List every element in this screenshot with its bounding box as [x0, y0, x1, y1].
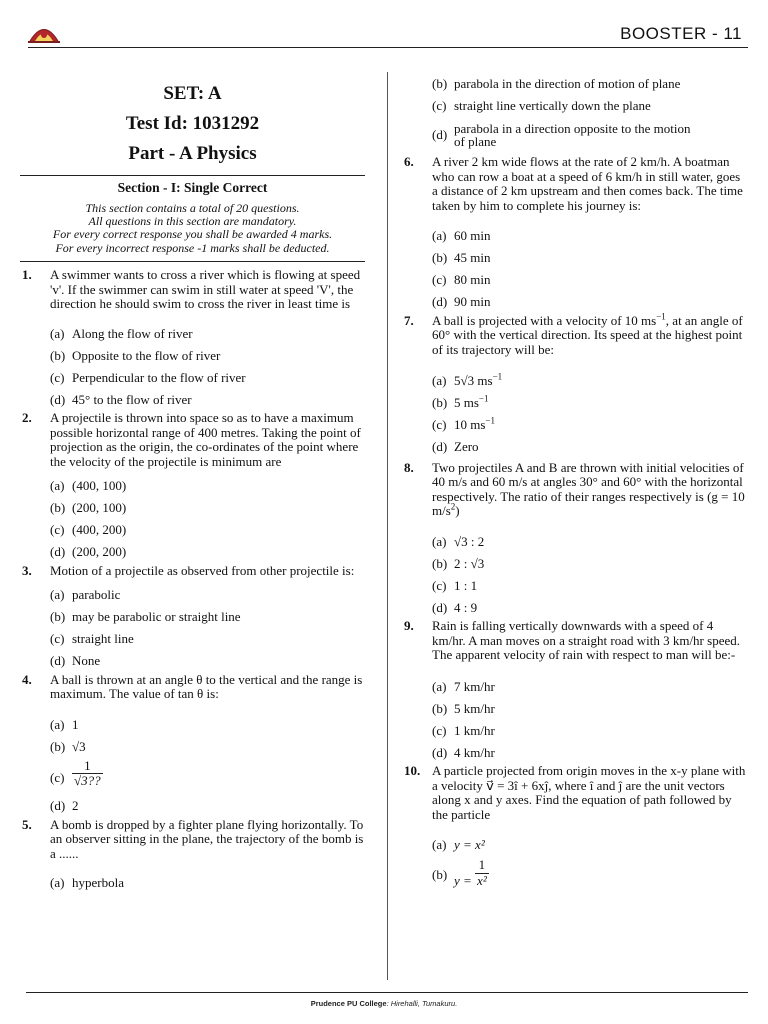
fraction: $\frac{1}{\text{x²}}$	[477, 857, 487, 888]
question-number: 3.	[22, 562, 32, 578]
option-c[interactable]: (c) 10 $ms^{-1}$	[432, 415, 495, 432]
option-b[interactable]: (b) parabola in the direction of motion of plane	[432, 76, 681, 91]
set-title: SET: A	[163, 83, 222, 104]
question-text: A projectile is thrown into space so as to have a maximum possible horizontal range of 400 metres. Taking the point of projection as the origin, the co-ordinates of the point where the velocity of the projectile is minimum are	[50, 410, 361, 469]
option-a[interactable]: (a) (400, 100)	[50, 478, 127, 494]
question-2	[20, 411, 365, 560]
header-divider	[28, 47, 748, 48]
question-number: 8.	[404, 459, 414, 475]
option-c[interactable]: (c) 1 : 1	[432, 577, 478, 593]
option-b[interactable]: (b) Opposite to the flow of river	[50, 347, 221, 363]
question-6	[402, 155, 748, 310]
option-b[interactable]: (b) 5 $ms^{-1}$	[432, 393, 489, 410]
option-d[interactable]: (d) 45° to the flow of river	[50, 391, 192, 407]
option-b[interactable]: (b) 2 : √3	[432, 555, 485, 571]
question-number: 2.	[22, 410, 32, 426]
option-a[interactable]: (a) hyperbola	[50, 875, 124, 891]
option-d[interactable]: (d) 90 min	[432, 294, 491, 309]
option-b[interactable]: (b) y = $\frac{1}{\text{x²}}$	[432, 857, 487, 888]
question-text: Two projectiles A and B are thrown with initial velocities of 40 m/s and 60 m/s at angles 30° and 60° with the horizontal respectively. The ratio of their ranges respectively is (g = 10 $m/s^2$)	[432, 459, 745, 518]
section-title: Section - I: Single Correct	[117, 180, 268, 195]
question-5-continued	[402, 77, 748, 149]
option-a[interactable]: (a) y = x²	[432, 837, 485, 852]
option-a[interactable]: (a) Along the flow of river	[50, 325, 193, 341]
question-text: A particle projected from origin moves in the x-y plane with a velocity v⃗ = 3î + 6xĵ, where î and ĵ are the unit vectors along x and y axes. Find the equation of path followed by the particle	[432, 763, 746, 822]
test-id: Test Id: 1031292	[125, 113, 260, 134]
question-number: 5.	[22, 816, 32, 832]
option-a[interactable]: (a) 5√3 $ms^{-1}$	[432, 371, 503, 388]
option-c[interactable]: (c) straight line vertically down the plane	[432, 98, 651, 113]
option-b[interactable]: (b) √3	[50, 738, 86, 754]
option-d[interactable]: (d) 2	[50, 798, 79, 814]
option-a[interactable]: (a) 60 min	[432, 228, 491, 243]
option-a[interactable]: (a) 7 km/hr	[432, 678, 495, 694]
question-text: Rain is falling vertically downwards with a speed of 4 km/hr. A man moves on a straight road with 3 km/hr speed. The apparent velocity of rain with respect to man will be:-	[432, 618, 740, 662]
question-1	[20, 268, 365, 407]
footer-divider	[26, 992, 748, 993]
option-d[interactable]: (d) Zero	[432, 439, 479, 454]
question-3	[20, 564, 365, 669]
question-number: 10.	[404, 763, 421, 778]
option-a[interactable]: (a) 1	[50, 716, 79, 732]
option-c[interactable]: (c) 80 min	[432, 272, 491, 287]
option-c[interactable]: (c) Perpendicular to the flow of river	[50, 369, 246, 385]
question-text: A bomb is dropped by a fighter plane flying horizontally. To an observer sitting in the plane, the trajectory of the bomb is a ......	[50, 816, 364, 861]
college-crest-logo	[26, 22, 62, 44]
option-b[interactable]: (b) (200, 100)	[50, 500, 127, 516]
question-10	[402, 764, 748, 888]
question-number: 9.	[404, 618, 414, 633]
question-8	[402, 461, 748, 616]
option-a[interactable]: (a) parabolic	[50, 587, 121, 603]
question-9	[402, 619, 748, 760]
left-column	[20, 78, 365, 898]
right-column	[402, 74, 748, 896]
option-d[interactable]: (d) None	[50, 653, 101, 669]
option-d[interactable]: (d) 4 km/hr	[432, 744, 495, 760]
option-b[interactable]: (b) may be parabolic or straight line	[50, 609, 241, 625]
page-footer: Prudence PU College: Hirehalli, Tumakuru.	[310, 999, 458, 1008]
question-number: 4.	[22, 671, 32, 687]
question-number: 7.	[404, 312, 414, 328]
option-d[interactable]: (d) 4 : 9	[432, 599, 478, 615]
option-c[interactable]: (c) straight line	[50, 631, 134, 647]
fraction: $\frac{1}{√3??}$	[74, 757, 101, 789]
question-5	[20, 818, 365, 891]
option-c[interactable]: (c) (400, 200)	[50, 522, 127, 538]
option-d[interactable]: (d) parabola in a direction opposite to the motion of plane	[432, 121, 691, 149]
part-title: Part - A Physics	[128, 143, 257, 164]
option-b[interactable]: (b) 5 km/hr	[432, 700, 495, 716]
question-text: A ball is projected with a velocity of 10 $ms^{-1}$, at an angle of 60° with the vertical direction. Its speed at the highest point of its trajectory will be:	[432, 311, 743, 357]
question-number: 6.	[404, 154, 414, 169]
option-c[interactable]: (c) 1 km/hr	[432, 722, 495, 738]
question-text: Motion of a projectile as observed from other projectile is:	[50, 562, 355, 578]
question-number: 1.	[22, 267, 32, 283]
question-text: A ball is thrown at an angle θ to the vertical and the range is maximum. The value of tan θ is:	[50, 671, 363, 702]
question-text: A river 2 km wide flows at the rate of 2 km/h. A boatman who can row a boat at a speed of 6 km/h in still water, goes a distance of 2 km upstream and then comes back. The time taken by him to complete his journey is:	[432, 154, 743, 213]
section-instructions: This section contains a total of 20 questions. All questions in this section are mandatory. For every correct response you shall be awarded 4 marks. For every incorrect response -1 marks shall be deducted.	[52, 200, 333, 255]
column-divider	[387, 72, 388, 980]
question-text: A swimmer wants to cross a river which is flowing at speed 'v'. If the swimmer can swim in still water at speed 'V', the direction he should swim to cross the river in least time is	[50, 267, 361, 312]
title-rule	[20, 175, 365, 176]
section-rule	[20, 261, 365, 262]
option-a[interactable]: (a) √3 : 2	[432, 533, 485, 549]
option-b[interactable]: (b) 45 min	[432, 250, 491, 265]
question-7	[402, 311, 748, 455]
option-d[interactable]: (d) (200, 200)	[50, 544, 127, 560]
booster-title: BOOSTER - 11	[620, 24, 742, 43]
option-c[interactable]: (c) $\frac{1}{√3??}$	[50, 757, 101, 789]
question-4	[20, 673, 365, 814]
